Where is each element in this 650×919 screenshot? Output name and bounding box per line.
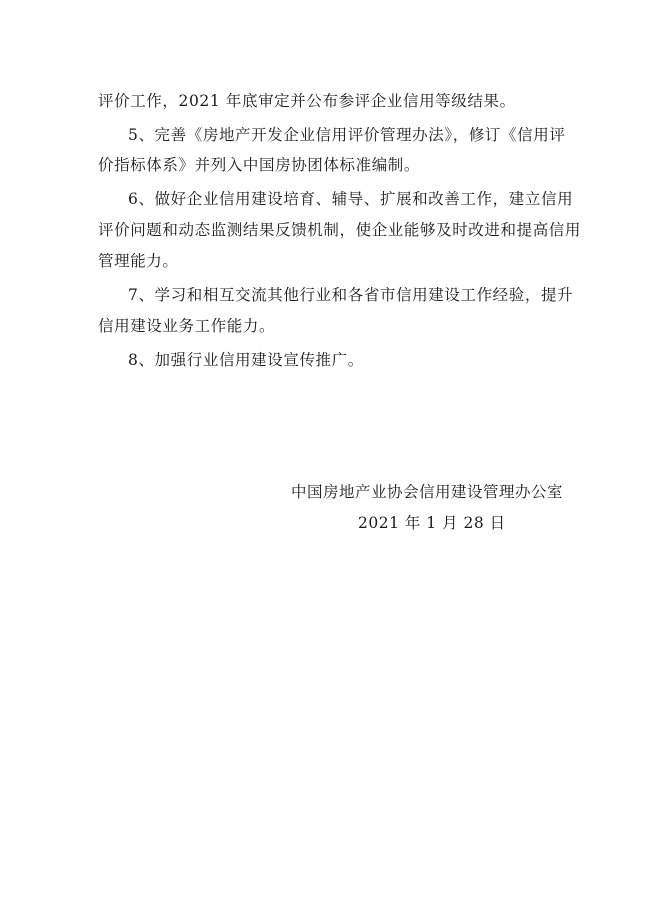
item-6-line-3: 管理能力。 bbox=[98, 252, 179, 270]
item-7-line-1: 7、学习和相互交流其他行业和各省市信用建设工作经验，提升 bbox=[128, 286, 574, 304]
item-8-line-1: 8、加强行业信用建设宣传推广。 bbox=[128, 351, 364, 369]
paragraph-4-continued-line: 评价工作，2021 年底审定并公布参评企业信用等级结果。 bbox=[98, 92, 516, 110]
item-5-line-2: 价指标体系》并列入中国房协团体标准编制。 bbox=[98, 156, 421, 174]
item-7-line-2: 信用建设业务工作能力。 bbox=[98, 317, 276, 335]
item-6-line-2: 评价问题和动态监测结果反馈机制，使企业能够及时改进和提高信用 bbox=[98, 221, 582, 239]
item-5-line-1: 5、完善《房地产开发企业信用评价管理办法》，修订《信用评 bbox=[128, 126, 566, 144]
signature-date: 2021 年 1 月 28 日 bbox=[358, 514, 506, 532]
item-6-line-1: 6、做好企业信用建设培育、辅导、扩展和改善工作，建立信用 bbox=[128, 190, 574, 208]
signature-organization: 中国房地产业协会信用建设管理办公室 bbox=[291, 483, 564, 501]
